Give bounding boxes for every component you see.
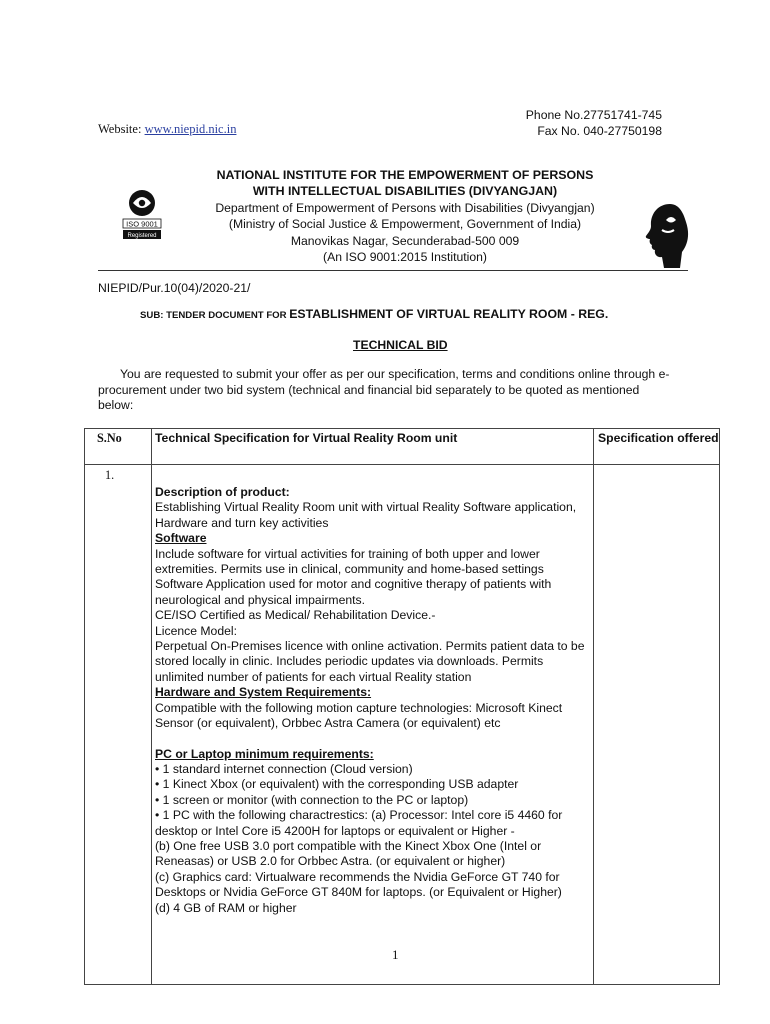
department-line: Department of Empowerment of Persons with Disabilities (Divyangjan) (215, 200, 595, 215)
software-text: Include software for virtual activities for training of both upper and lower extremities. Permits use in clinical, community and home-based settings Software Application used for motor and cognitive therapy of patients with neurological and physical impairments. (155, 546, 552, 607)
page-number: 1 (392, 947, 399, 962)
institute-name-line2: WITH INTELLECTUAL DISABILITIES (DIVYANGJAN) (252, 184, 558, 199)
requirement-item: • 1 Kinect Xbox (or equivalent) with the corresponding USB adapter (155, 777, 519, 792)
requirement-item: (b) One free USB 3.0 port compatible with the Kinect Xbox One (Intel or Reneasas) or USB 2.0 for Orbbec Astra. (or equivalent or higher) (155, 838, 542, 869)
requirement-item: (d) 4 GB of RAM or higher (155, 900, 297, 915)
ministry-line: (Ministry of Social Justice & Empowerment, Government of India) (228, 217, 582, 232)
institute-emblem-icon (640, 200, 690, 272)
hardware-text: Compatible with the following motion capture technologies: Microsoft Kinect Sensor (or equivalent), Orbbec Astra Camera (or equivalent) etc (155, 700, 563, 731)
header-offered: Specification offered (594, 429, 720, 465)
address-line: Manovikas Nagar, Secunderabad-500 009 (290, 233, 520, 248)
row-number: 1. (85, 465, 152, 985)
contact-block (502, 107, 662, 139)
ce-iso-text: CE/ISO Certified as Medical/ Rehabilitation Device.- (155, 608, 436, 623)
website-link[interactable]: www.niepid.nic.in (144, 122, 237, 136)
subject-prefix: SUB: TENDER DOCUMENT FOR (140, 310, 290, 321)
software-title: Software (155, 531, 207, 546)
intro-text: You are requested to submit your offer as per our specification, terms and conditions online through e-procurement under two bid system (technical and financial bid separately to be quoted as mentioned below: (98, 367, 670, 413)
iso-line: (An ISO 9001:2015 Institution) (323, 250, 487, 265)
subject-line (140, 307, 608, 321)
website-label: Website: (98, 122, 142, 136)
pc-requirements-title: PC or Laptop minimum requirements: (155, 746, 374, 761)
website-line (98, 122, 236, 137)
iso-logo-subtext: Registered (127, 233, 157, 239)
header-sno: S.No (85, 429, 152, 465)
iso-logo-text: ISO 9001 (126, 219, 158, 229)
institute-header (170, 167, 640, 265)
hardware-title: Hardware and System Requirements: (155, 685, 372, 700)
requirement-item: • 1 PC with the following charactrestics: (a) Processor: Intel core i5 4460 for desktop or Intel Core i5 4200H for laptops or equivalent or Higher - (155, 808, 563, 838)
specification-table (84, 428, 720, 985)
requirement-item: • 1 standard internet connection (Cloud version) (155, 761, 413, 776)
requirement-item: (c) Graphics card: Virtualware recommends the Nvidia GeForce GT 740 for Desktops or Nvidia GeForce GT 840M for laptops. (or Equivalent or Higher) (155, 869, 562, 900)
technical-bid-heading: TECHNICAL BID (353, 338, 448, 352)
licence-text: Perpetual On-Premises licence with online activation. Permits patient data to be stored locally in clinic. Includes periodic updates via downloads. Permits unlimited number of patients for each virtual Reality station (155, 639, 585, 684)
subject-main: ESTABLISHMENT OF VIRTUAL REALITY ROOM - REG. (289, 307, 609, 321)
requirement-item: • 1 screen or monitor (with connection to the PC or laptop) (155, 792, 469, 807)
spacer (155, 732, 589, 747)
header-specification: Technical Specification for Virtual Reality Room unit (152, 429, 594, 465)
description-title: Description of product: (155, 485, 290, 499)
table-header-row (85, 429, 720, 465)
phone-number: Phone No.27751741-745 (525, 108, 662, 122)
reference-number: NIEPID/Pur.10(04)/2020-21/ (98, 281, 251, 295)
table-row (85, 465, 720, 985)
description-text: Establishing Virtual Reality Room unit with virtual Reality Software application, Hardware and turn key activities (155, 500, 577, 530)
specification-cell (152, 465, 594, 985)
fax-number: Fax No. 040-27750198 (537, 124, 662, 138)
offered-cell[interactable] (594, 465, 720, 985)
header-divider (98, 270, 688, 271)
iso-logo (119, 185, 165, 243)
licence-model-label: Licence Model: (155, 623, 237, 638)
institute-name-line1: NATIONAL INSTITUTE FOR THE EMPOWERMENT OF PERSONS (216, 168, 594, 182)
intro-paragraph (98, 367, 676, 414)
